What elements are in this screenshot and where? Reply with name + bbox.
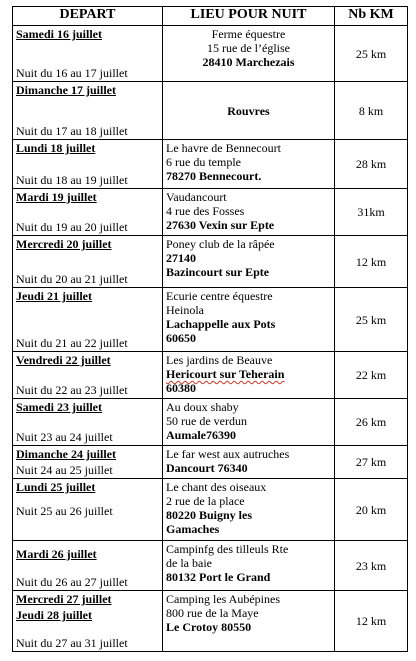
lieu-line: 2 rue de la place bbox=[166, 494, 245, 508]
night-range: Nuit du 20 au 21 juillet bbox=[16, 272, 128, 286]
table-row bbox=[13, 399, 408, 446]
lieu-line: 60650 bbox=[166, 331, 196, 345]
lieu-line: 15 rue de l’église bbox=[207, 41, 290, 55]
depart-cell bbox=[13, 82, 163, 140]
table-row bbox=[13, 140, 408, 189]
lieu-line: Aumale76390 bbox=[166, 428, 236, 442]
lieu-line: 78270 Bennecourt. bbox=[166, 169, 262, 183]
night-range: Nuit 23 au 24 juillet bbox=[16, 430, 113, 444]
lieu-line: Dancourt 76340 bbox=[166, 461, 248, 475]
depart-day: Dimanche 17 juillet bbox=[16, 83, 116, 97]
lieu-line: 60380 bbox=[166, 381, 196, 395]
lieu-line: Ecurie centre équestre bbox=[166, 289, 273, 303]
table-row bbox=[13, 591, 408, 652]
depart-day: Mercredi 27 juillet bbox=[16, 592, 112, 606]
lieu-line: Gamaches bbox=[166, 522, 220, 536]
table-row bbox=[13, 236, 408, 288]
lieu-cell bbox=[163, 140, 335, 189]
table-row bbox=[13, 189, 408, 236]
header-lieu: LIEU POUR NUIT bbox=[163, 7, 335, 26]
lieu-cell bbox=[163, 352, 335, 399]
depart-day: Jeudi 21 juillet bbox=[16, 289, 93, 303]
lieu-line: 4 rue des Fosses bbox=[166, 204, 245, 218]
lieu-line: Heinola bbox=[166, 303, 204, 317]
night-range: Nuit 25 au 26 juillet bbox=[16, 504, 113, 518]
lieu-line: Bazincourt sur Epte bbox=[166, 265, 270, 279]
depart-cell bbox=[13, 446, 163, 479]
night-range: Nuit du 21 au 22 juillet bbox=[16, 336, 128, 350]
lieu-cell bbox=[163, 82, 335, 140]
depart-cell bbox=[13, 236, 163, 288]
depart-cell bbox=[13, 288, 163, 352]
km-cell: 12 km bbox=[335, 591, 408, 652]
depart-cell bbox=[13, 26, 163, 82]
depart-day: Dimanche 24 juillet bbox=[16, 447, 116, 461]
header-depart: DEPART bbox=[13, 7, 163, 26]
depart-cell bbox=[13, 352, 163, 399]
depart-day: Mardi 26 juillet bbox=[16, 547, 97, 561]
lieu-line: 27140 bbox=[166, 251, 196, 265]
depart-cell bbox=[13, 479, 163, 541]
km-cell: 12 km bbox=[335, 236, 408, 288]
lieu-cell bbox=[163, 591, 335, 652]
lieu-line: de la baie bbox=[166, 556, 212, 570]
night-range: Nuit du 27 au 31 juillet bbox=[16, 636, 128, 650]
table-row bbox=[13, 26, 408, 82]
depart-day: Lundi 18 juillet bbox=[16, 141, 96, 155]
table-row bbox=[13, 479, 408, 541]
table-row bbox=[13, 82, 408, 140]
depart-cell bbox=[13, 399, 163, 446]
lieu-line: 50 rue de verdun bbox=[166, 414, 247, 428]
depart-day: Lundi 25 juillet bbox=[16, 480, 96, 494]
km-cell: 25 km bbox=[335, 288, 408, 352]
lieu-line: Au doux shaby bbox=[166, 400, 239, 414]
night-range: Nuit du 16 au 17 juillet bbox=[16, 66, 128, 80]
km-cell: 31km bbox=[335, 189, 408, 236]
depart-day: Jeudi 28 juillet bbox=[16, 608, 93, 622]
lieu-line: Le havre de Bennecourt bbox=[166, 141, 281, 155]
lieu-line: Les jardins de Beauve bbox=[166, 353, 273, 367]
depart-day: Vendredi 22 juillet bbox=[16, 353, 111, 367]
lieu-cell bbox=[163, 26, 335, 82]
lieu-cell bbox=[163, 446, 335, 479]
lieu-line: Ferme équestre bbox=[211, 27, 286, 41]
lieu-line: Hericourt sur Teherain bbox=[166, 367, 285, 381]
lieu-line: Lachappelle aux Pots bbox=[166, 317, 276, 331]
lieu-cell bbox=[163, 479, 335, 541]
depart-cell bbox=[13, 591, 163, 652]
lieu-line: Camping les Aubépines bbox=[166, 592, 280, 606]
lieu-cell bbox=[163, 399, 335, 446]
lieu-line: 28410 Marchezais bbox=[202, 55, 295, 69]
depart-day: Mercredi 20 juillet bbox=[16, 237, 112, 251]
lieu-line: Campinfg des tilleuls Rte bbox=[166, 542, 289, 556]
km-cell: 8 km bbox=[335, 82, 408, 140]
lieu-line: Le Crotoy 80550 bbox=[166, 620, 252, 634]
lieu-cell bbox=[163, 288, 335, 352]
km-cell: 25 km bbox=[335, 26, 408, 82]
depart-day: Samedi 16 juillet bbox=[16, 27, 102, 41]
night-range: Nuit du 22 au 23 juillet bbox=[16, 383, 128, 397]
lieu-cell bbox=[163, 189, 335, 236]
lieu-line: Rouvres bbox=[227, 104, 270, 118]
depart-cell bbox=[13, 541, 163, 591]
lieu-line: Poney club de la râpée bbox=[166, 237, 275, 251]
table-row bbox=[13, 288, 408, 352]
lieu-line: 80220 Buigny les bbox=[166, 508, 253, 522]
km-cell: 22 km bbox=[335, 352, 408, 399]
night-range: Nuit 24 au 25 juillet bbox=[16, 463, 113, 477]
lieu-line: 27630 Vexin sur Epte bbox=[166, 218, 275, 232]
table-row bbox=[13, 352, 408, 399]
header-row bbox=[13, 7, 408, 26]
night-range: Nuit du 26 au 27 juillet bbox=[16, 575, 128, 589]
km-cell: 26 km bbox=[335, 399, 408, 446]
km-cell: 27 km bbox=[335, 446, 408, 479]
lieu-line: 6 rue du temple bbox=[166, 155, 241, 169]
km-cell: 20 km bbox=[335, 479, 408, 541]
depart-day: Samedi 23 juillet bbox=[16, 400, 102, 414]
lieu-cell bbox=[163, 236, 335, 288]
table-row bbox=[13, 541, 408, 591]
table-row bbox=[13, 446, 408, 479]
lieu-line: 80132 Port le Grand bbox=[166, 570, 271, 584]
depart-day: Mardi 19 juillet bbox=[16, 190, 97, 204]
lieu-line: Vaudancourt bbox=[166, 190, 227, 204]
night-range: Nuit du 19 au 20 juillet bbox=[16, 220, 128, 234]
night-range: Nuit du 18 au 19 juillet bbox=[16, 173, 128, 187]
lieu-line: Le far west aux autruches bbox=[166, 447, 290, 461]
km-cell: 23 km bbox=[335, 541, 408, 591]
lieu-line: 800 rue de la Maye bbox=[166, 606, 259, 620]
itinerary-table bbox=[12, 6, 408, 652]
depart-cell bbox=[13, 189, 163, 236]
depart-cell bbox=[13, 140, 163, 189]
km-cell: 28 km bbox=[335, 140, 408, 189]
lieu-line: Le chant des oiseaux bbox=[166, 480, 267, 494]
header-km: Nb KM bbox=[335, 7, 408, 26]
night-range: Nuit du 17 au 18 juillet bbox=[16, 124, 128, 138]
lieu-cell bbox=[163, 541, 335, 591]
